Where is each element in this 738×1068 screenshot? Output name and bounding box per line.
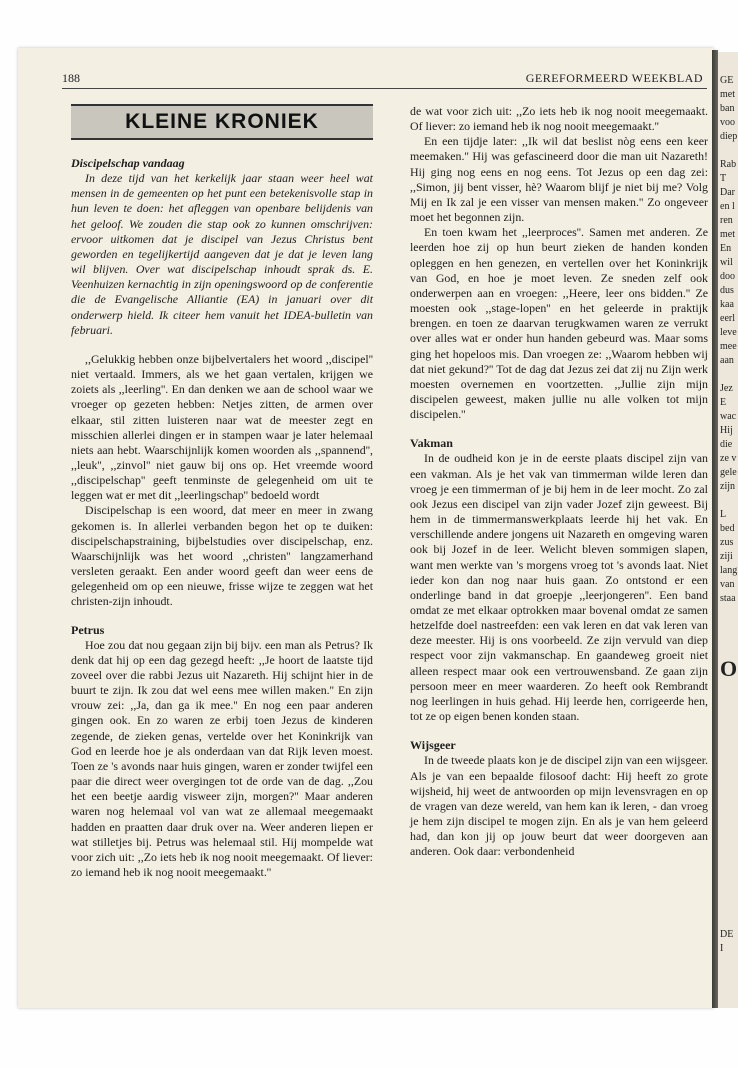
paragraph-discipel-2: Discipelschap is een woord, dat meer en meer in zwang gekomen is. In allerlei verbanden begon het op te duiken: discipelschapstraining, bijbelstudies over discipelschap, enz. Waarschijnlijk was het woord ,,christen'' langzamerhand versleten geraakt. Een ander woord geeft dan weer eens de gelegenheid om op een nieuwe, frisse wijze te zeggen wat het christen-zijn inhoudt. [71,503,373,609]
heading-discipelschap: Discipelschap vandaag [71,156,185,170]
adjacent-page-fragment: Dar [720,187,735,198]
adjacent-page-fragment: kaa [720,299,734,310]
paragraph-discipel-1: ,,Gelukkig hebben onze bijbelvertalers het woord ,,discipel'' niet vertaald. Immers, als we het gaan vertalen, krijgen we zoiets als ,,leerling''. En dan denken we aan de school waar we vroeger op gezeten hebben: Netjes zitten, de armen over elkaar, stil zitten luisteren naar wat de meester zegt en misschien allerlei dingen er in stampen waar je later helemaal niets aan hebt. Waarschijnlijk komen woorden als ,,spannend'', ,,leuk'', ,,zinvol'' niet gauw bij ons op. Het vreemde woord ,,discipelschap'' geeft tenminste de gelegenheid om uit te leggen wat er met dit ,,leerlingschap'' bedoeld wordt [71,351,373,503]
adjacent-page-fragment: O [720,656,738,681]
adjacent-page-fragment: voo [720,117,735,128]
adjacent-page-fragment: aan [720,355,734,366]
adjacent-page-fragment: ban [720,103,735,114]
intro-paragraph: In deze tijd van het kerkelijk jaar staan weer heel wat mensen in de gemeenten op het punt een betekenisvolle stap in hun leven te doen: het afleggen van openbare belijdenis van het geloof. We zouden die stap ook zo kunnen omschrijven: ervoor uitkomen dat je discipel van Jezus Christus bent geworden en tegelijkertijd aangeven dat je dat je leven lang wil blijven. Over wat discipelschap inhoudt sprak ds. E. Veenhuizen kernachtig in zijn openingswoord op de conferentie die de Evangelische Alliantie (EA) in januari over dit onderwerp hield. Ik citeer hem vanuit het IDEA-bulletin van februari. [71,171,373,337]
adjacent-page-edge [718,52,738,1008]
adjacent-page-fragment: lang [720,565,738,576]
adjacent-page-fragment: zus [720,537,734,548]
paragraph-petrus-1: Hoe zou dat nou gegaan zijn bij bijv. een man als Petrus? Ik denk dat hij op een dag gezegd heeft: ,,Je hoort de laatste tijd zoveel over die rabbi Jezus uit Nazareth. Hij schijnt hier in de buurt te zijn. Ik zou dat wel eens mee willen maken.'' En zijn vrouw zei: ,,Ja, dan ga ik mee.'' En nog een paar anderen gingen ook. En zo waren ze erbij toen Jezus de kinderen zegende, de zieken genas, vertelde over het Koninkrijk van God en leerde hoe je als onderdaan van dat Rijk leven moest. Toen ze 's avonds naar huis gingen, waren er zonder twijfel een paar die direct weer overgingen tot de orde van de dag. ,,Zou het een beetje aardig visweer zijn, morgen?'' Maar anderen waren nog helemaal vol van wat ze allemaal meegemaakt hadden en praatten daar druk over na. Weer anderen liepen er wat stilletjes bij. Petrus was helemaal stil. Hij mompelde wat voor zich uit: ,,Zo iets heb ik nog nooit meegemaakt. Of liever: zo iemand heb ik nog nooit meegemaakt.'' [71,637,373,880]
adjacent-page-fragment: wil [720,257,733,268]
adjacent-page-fragment: Rab [720,159,737,170]
running-header [62,70,707,89]
paragraph-petrus-2: En een tijdje later: ,,Ik wil dat beslist nòg eens een keer meemaken.'' Hij was gefascineerd door die man uit Nazareth! Hij ging nog eens en nog eens. Tot Jezus op een dag zei: ,,Simon, jij bent visser, hè? Waarom blijf je niet bij me? Volg Mij en Ik zal je een visser van mensen maken.'' Zo ongeveer moet het begonnen zijn. [410,134,708,225]
adjacent-page-fragment: En [720,243,732,254]
column-right [410,104,708,860]
paragraph-petrus-1-continued: de wat voor zich uit: ,,Zo iets heb ik nog nooit meegemaakt. Of liever: zo iemand heb ik nog nooit meegemaakt.'' [410,104,708,134]
paragraph-petrus-3: En toen kwam het ,,leerproces''. Samen met anderen. Ze leerden hoe zij op hun beurt zieken de handen konden opleggen en hen genezen, en vertellen over het Koninkrijk van God, en hoe je moet leven. Ze sneden zelf ook onderwerpen aan en vroegen: ,,Heere, leer ons bidden.'' Ze moesten ook ,,stage-lopen'' en het geleerde in praktijk brengen. en toen ze daarvan terugkwamen waren ze verrukt over alles wat er onder hun handen gebeurd was. Maar soms ging het hopeloos mis. Dan vroegen ze: ,,Waarom hebben wij dat niet gekund?'' Tot de dag dat Jezus zei dat zij nu Zijn werk moesten overnemen en voortzetten. ,,Jullie zijn mijn discipelen geweest, maken jullie nu alle volken tot mijn discipelen.'' [410,225,708,422]
adjacent-page-fragment: eerl [720,313,735,324]
journal-name: GEREFORMEERD WEEKBLAD [525,71,703,85]
adjacent-page-fragment: gele [720,467,737,478]
adjacent-page-fragment: met [720,89,735,100]
adjacent-page-fragment: van [720,579,735,590]
heading-vakman: Vakman [410,436,453,451]
adjacent-page-fragment: en l [720,201,735,212]
adjacent-page-fragment: die [720,439,733,450]
adjacent-page-fragment: ren [720,215,733,226]
adjacent-page-fragment: I [720,943,724,954]
adjacent-page-fragment: Jez [720,383,733,394]
adjacent-page-fragment: leve [720,327,737,338]
adjacent-page-fragment: GE [720,75,734,86]
adjacent-page-fragment: met [720,229,735,240]
adjacent-page-fragment: wac [720,411,737,422]
adjacent-page-fragment: zijn [720,481,735,492]
adjacent-page-fragment: ziji [720,551,733,562]
title-banner [71,104,373,140]
adjacent-page-fragment: E [720,397,727,408]
article-title: KLEINE KRONIEK [125,110,319,134]
adjacent-page-fragment: doo [720,271,735,282]
adjacent-page-fragment: L [720,509,727,520]
paragraph-vakman-1: In de oudheid kon je in de eerste plaats discipel zijn van een vakman. Als je het vak van timmerman wilde leren dan vroeg je een timmerman of je bij hem in de leer mocht. Zo zal ook Jezus een discipel van zijn vader Jozef zijn geweest. Bij hem in de timmermanswerkplaats leerde hij het vak. En verschillende andere jongens uit Nazareth en omgeving waren ook bij Jozef in de leer. Welicht bleven sommigen slapen, want men werkte van 's morgens vroeg tot 's avonds laat. Niet ieder kon dan nog naar huis gaan. Zo ontstond er een onderlinge band in dat groepje ,,leerjongeren''. Een band omdat ze met elkaar optrokken maar bovenal omdat ze samen hetzelfde doel nastreefden: een vak leren en dat vak leren van deze meester. Hij is ons voorbeeld. Ze zijn vervuld van diep respect voor zijn vakmanschap. En gaandeweg groeit niet alleen respect maar ook een vertrouwensband. Ze gaan zijn persoon meer en meer waarderen. Zo heeft ook Rembrandt nog leerlingen in huis gehad. Hij leerde hen, corrigeerde hen, tot ze op eigen benen konden staan. [410,451,708,724]
page-number: 188 [62,71,80,85]
adjacent-page-fragment: bed [720,523,735,534]
adjacent-page-fragment: staa [720,593,736,604]
adjacent-page-fragment: Hij [720,425,733,436]
heading-wijsgeer: Wijsgeer [410,738,456,753]
adjacent-page-fragment: mee [720,341,737,352]
adjacent-page-fragment: ze v [720,453,737,464]
adjacent-page-fragment: T [720,173,727,184]
heading-petrus: Petrus [71,622,105,637]
adjacent-page-fragment: dus [720,285,734,296]
column-left [71,104,373,880]
adjacent-page-fragment: DE [720,929,734,940]
paragraph-wijsgeer-1: In de tweede plaats kon je de discipel zijn van een wijsgeer. Als je van een bepaalde filosoof dacht: Hij heeft zo grote wijsheid, hij weet de antwoorden op mijn levensvragen en op de vragen van deze wereld, van hem kan ik leren, - dan vroeg je hem zijn discipel te mogen zijn. En als je van hem geleerd had, dan kon jij op jouw beurt dat weer doorgeven aan anderen. Ook daar: verbondenheid [410,753,708,859]
adjacent-page-fragment: diep [720,131,738,142]
